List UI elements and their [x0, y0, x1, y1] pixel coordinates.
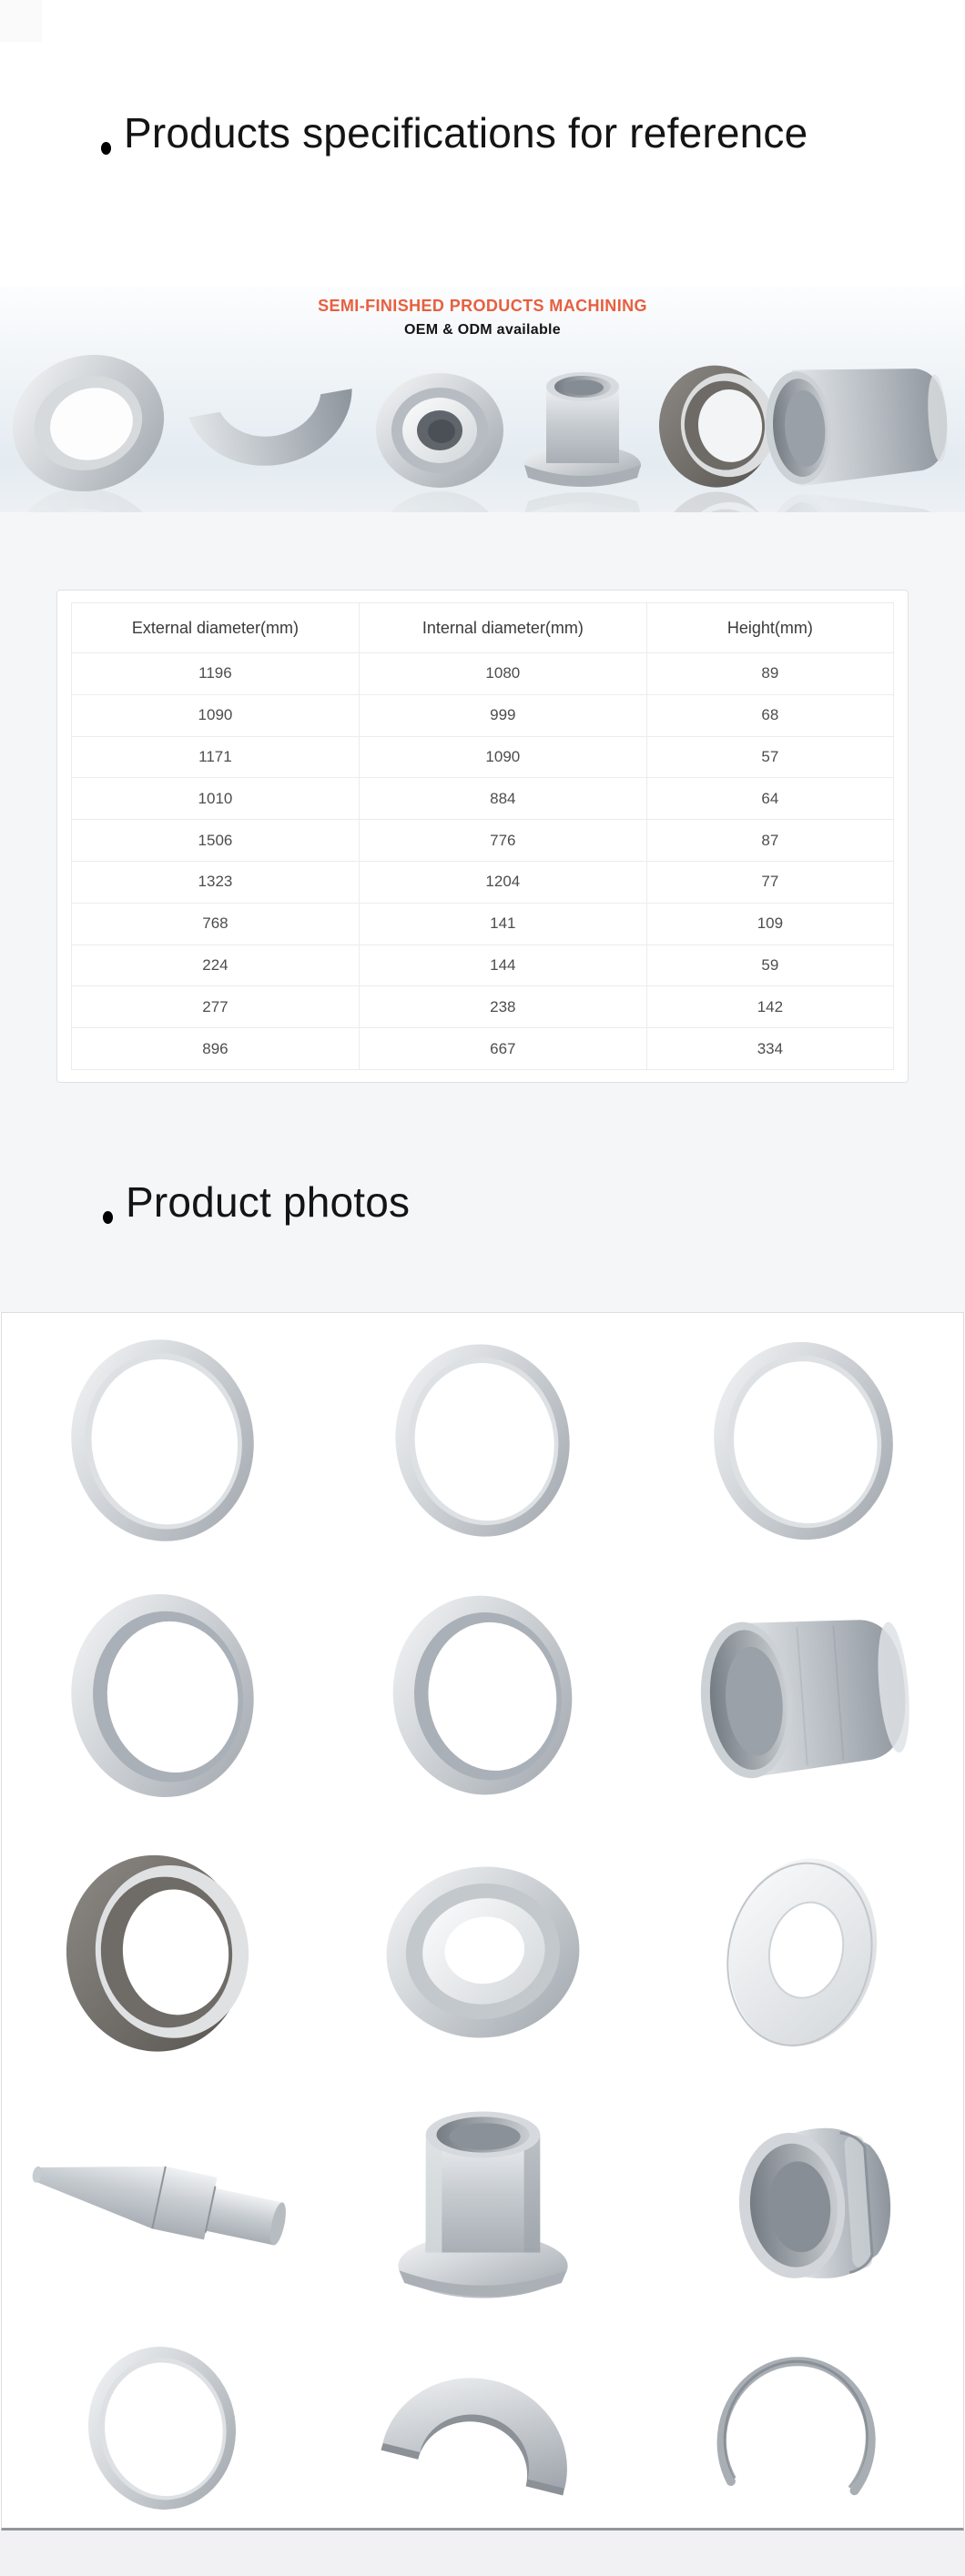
spec-cell: 667 — [359, 1028, 646, 1070]
spec-cell: 884 — [359, 778, 646, 820]
spec-header-row — [72, 603, 894, 653]
spec-cell: 144 — [359, 945, 646, 986]
banner-subheading: OEM & ODM available — [404, 322, 561, 338]
banner-half-ring-icon — [188, 389, 362, 479]
half-shell-icon — [360, 2330, 605, 2526]
spec-cell: 776 — [359, 820, 646, 862]
flat-washer-icon — [698, 1845, 908, 2059]
thin-ring-icon — [687, 1329, 919, 1552]
spec-cell: 334 — [646, 1028, 893, 1070]
spec-cell: 89 — [646, 653, 893, 695]
tapered-shaft-icon — [21, 2137, 303, 2273]
photos-section-title — [126, 1177, 410, 1229]
thick-ring-icon — [46, 1584, 279, 1807]
spec-cell: 141 — [359, 903, 646, 945]
spec-cell: 64 — [646, 778, 893, 820]
thin-ring-icon — [370, 1327, 595, 1554]
banner-heading: SEMI-FINISHED PRODUCTS MACHINING — [318, 297, 647, 315]
photo-thin-steel-ring-2 — [322, 1313, 643, 1568]
table-row — [72, 861, 894, 903]
grooved-bushing-icon — [694, 2096, 912, 2314]
photo-flanged-bushing — [322, 2082, 643, 2328]
photo-thick-ring-2 — [322, 1568, 643, 1823]
photo-thin-steel-ring-1 — [2, 1313, 322, 1568]
spec-cell: 277 — [72, 986, 360, 1028]
spec-cell: 1196 — [72, 653, 360, 695]
spec-cell: 1010 — [72, 778, 360, 820]
specs-title-text: Products specifications for reference — [124, 109, 808, 157]
spec-cell: 87 — [646, 820, 893, 862]
thin-ring-icon — [42, 1331, 283, 1550]
spec-cell: 999 — [359, 694, 646, 736]
page-footer-strip — [0, 2531, 965, 2576]
dark-ring-icon — [48, 1844, 276, 2062]
spec-table — [71, 602, 894, 1070]
table-row — [72, 986, 894, 1028]
specs-section-title — [124, 107, 808, 160]
spec-cell: 1506 — [72, 820, 360, 862]
products-banner — [0, 287, 965, 512]
product-photos-grid — [1, 1312, 964, 2531]
spec-cell: 109 — [646, 903, 893, 945]
spec-cell: 77 — [646, 861, 893, 903]
photo-grooved-bushing — [643, 2082, 963, 2328]
specs-section — [0, 512, 965, 1312]
bullet-dot — [101, 142, 111, 155]
banner-products-image — [0, 339, 965, 512]
spec-cell: 1204 — [359, 861, 646, 903]
table-row — [72, 1028, 894, 1070]
spec-col-header: External diameter(mm) — [72, 603, 360, 653]
photo-flat-washer — [643, 1823, 963, 2082]
banner-cylinder-sleeve-icon — [762, 359, 950, 489]
photo-thin-ring-small — [2, 2328, 322, 2528]
spec-cell: 896 — [72, 1028, 360, 1070]
photo-stepped-washer — [322, 1823, 643, 2082]
stepped-washer-icon — [367, 1845, 599, 2059]
photo-thin-arc — [643, 2328, 963, 2528]
table-row — [72, 778, 894, 820]
thin-ring-icon — [66, 2335, 258, 2521]
spec-col-header: Internal diameter(mm) — [359, 603, 646, 653]
photo-thick-ring-1 — [2, 1568, 322, 1823]
spec-col-header: Height(mm) — [646, 603, 893, 653]
table-row — [72, 903, 894, 945]
bullet-dot — [103, 1211, 113, 1224]
table-row — [72, 736, 894, 778]
spec-cell: 57 — [646, 736, 893, 778]
photo-half-shell — [322, 2328, 643, 2528]
spec-cell: 224 — [72, 945, 360, 986]
spec-cell: 1090 — [72, 694, 360, 736]
photo-thin-steel-ring-3 — [643, 1313, 963, 1568]
spec-cell: 1090 — [359, 736, 646, 778]
corner-artifact — [0, 0, 42, 42]
table-row — [72, 945, 894, 986]
banner-stepped-bushing-icon — [376, 373, 503, 488]
flanged-bushing-icon — [367, 2085, 599, 2326]
spec-cell: 68 — [646, 694, 893, 736]
photo-dark-ring — [2, 1823, 322, 2082]
spec-cell: 142 — [646, 986, 893, 1028]
cylinder-sleeve-icon — [676, 1591, 930, 1800]
banner-flanged-bushing-icon — [524, 372, 641, 487]
thin-arc-icon — [696, 2332, 910, 2523]
banner-dark-ring-icon — [653, 359, 781, 493]
spec-cell: 768 — [72, 903, 360, 945]
table-row — [72, 653, 894, 695]
photo-tapered-shaft — [2, 2082, 322, 2328]
spec-table-card — [56, 590, 909, 1083]
spec-cell: 1171 — [72, 736, 360, 778]
table-row — [72, 694, 894, 736]
banner-flat-washer-icon — [0, 339, 182, 510]
spec-table-body — [72, 653, 894, 1070]
thick-ring-icon — [369, 1581, 596, 1809]
spec-cell: 59 — [646, 945, 893, 986]
photos-title-text: Product photos — [126, 1178, 411, 1226]
spec-cell: 238 — [359, 986, 646, 1028]
spec-cell: 1323 — [72, 861, 360, 903]
photo-cylinder-sleeve — [643, 1568, 963, 1823]
spec-cell: 1080 — [359, 653, 646, 695]
table-row — [72, 820, 894, 862]
